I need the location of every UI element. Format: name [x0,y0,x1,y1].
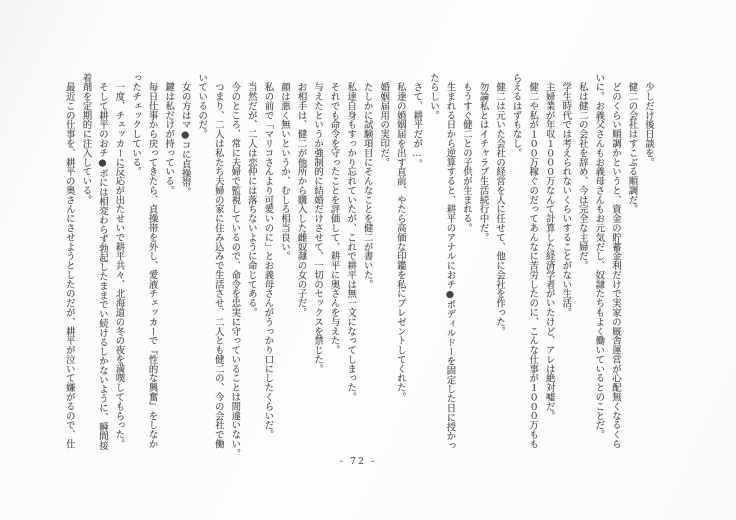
text-line: 一度、チェッカーに反応が出たせいで耕平共々、北海道の冬の夜を満喫してもらった。 [113,73,125,449]
text-line: 私の前で「マリコさんより可愛いのに」とお義母さんがうっかり口にしたくらいだ。 [262,73,274,440]
text-line: 健二の会社はすこぶる順調だ。 [626,73,638,214]
text-line: 最近この仕事を、耕平の奥さんにさせようとしたのだが、耕平が泣いて嫌がるので、仕 [63,73,75,449]
text-line: 健二は元いた会社の経営を人に任せて、他に会社を作った。 [494,73,506,336]
text-line: 学生時代では考えられないくらいすることがない生活。 [560,73,572,318]
text-line: それでも命令を守ったことを評価して、耕平に奥さんを与えた。 [328,73,340,355]
text-line: 当然だが、二人は恋仲には落ちないように命じてある。 [245,73,257,318]
text-line: 今のところ、常に夫婦で監視しているので、命令を忠実に守っていることは間違いない。 [229,73,241,458]
text-line: そして耕平のおチ●ポには相変わらず勃起したままでい続けるしかないように、瞬間接 [96,73,108,451]
text-line: 少しだけ後日談を。 [643,73,654,167]
text-line: 私は健二の会社を辞め、今は完全な主婦だ。 [576,73,588,271]
vertical-text-block [60,73,656,459]
text-line: 生まれる日から逆算すると、耕平のアナルにおチ●ポディルドーを固定した日に授かっ [444,73,456,451]
text-line: たしかに試験項目にそんなことを健二が書いた。 [361,73,373,289]
text-line: もうすぐ健二との子供が生まれる。 [460,73,472,233]
text-line: 与えたというか強制的に結婚だけさせて、一切のセックスを禁じた。 [312,73,324,374]
text-line: 顔は悪く無いというか、むしろ相当良い。 [278,73,290,261]
text-line: いに。お義父さんもお義母さんもお元気だし、奴隷たちもよく働いているとのことだ。 [593,73,605,440]
text-line: らえるはずもなし。 [510,73,522,158]
text-line: いているのだ。 [196,73,208,139]
page-number: - 72 - [339,456,377,467]
text-line: 着剤を定期的に注入している。 [80,73,92,205]
text-line: 主婦業が年収１０００万なんて計算した経済学者がいたけど、アレは絶対嘘だ。 [543,73,555,421]
text-line: 私達自身もすっかり忘れていたが、これで耕平は無一文になってしまった。 [345,73,357,402]
text-line: 婚姻届用の実印だ。 [378,73,390,167]
text-line: ったチェックしている。 [130,73,142,177]
text-line: 女の方はマ●コに貞操帯。 [179,73,191,197]
text-line: たらしい。 [427,73,439,120]
text-line: 勿論私とはイチャラブ生活続行中だ。 [477,73,489,243]
text-line: どのくらい順調かというと、資金の貯蓄金利だけで実家の厩舎運営が心配無くなるくら [609,73,621,449]
text-line: つまり、二人は私たち夫婦の家に住み込みで生活させ、二人とも健二の、今の会社で働 [212,73,224,449]
text-line: 健二や私が１００万稼ぐのだってあんなに苦労したのに、こんな仕事が１０００万もも [527,73,539,449]
text-line: 鍵は私だけが持っている。 [163,73,175,196]
text-line: お相手は、健二が他所から購入した雌奴隷の女の子だ。 [295,73,307,318]
text-line: 毎日仕事から戻ってきたら、貞操帯を外し、愛液チェッカーで『性的な興奮』をしなか [146,73,158,449]
text-line: 私達の婚姻届を出す直前、やたら高価な印鑑を私にプレゼントしてくれた。 [394,73,406,402]
text-line: さて、耕平だが…。 [411,73,423,169]
